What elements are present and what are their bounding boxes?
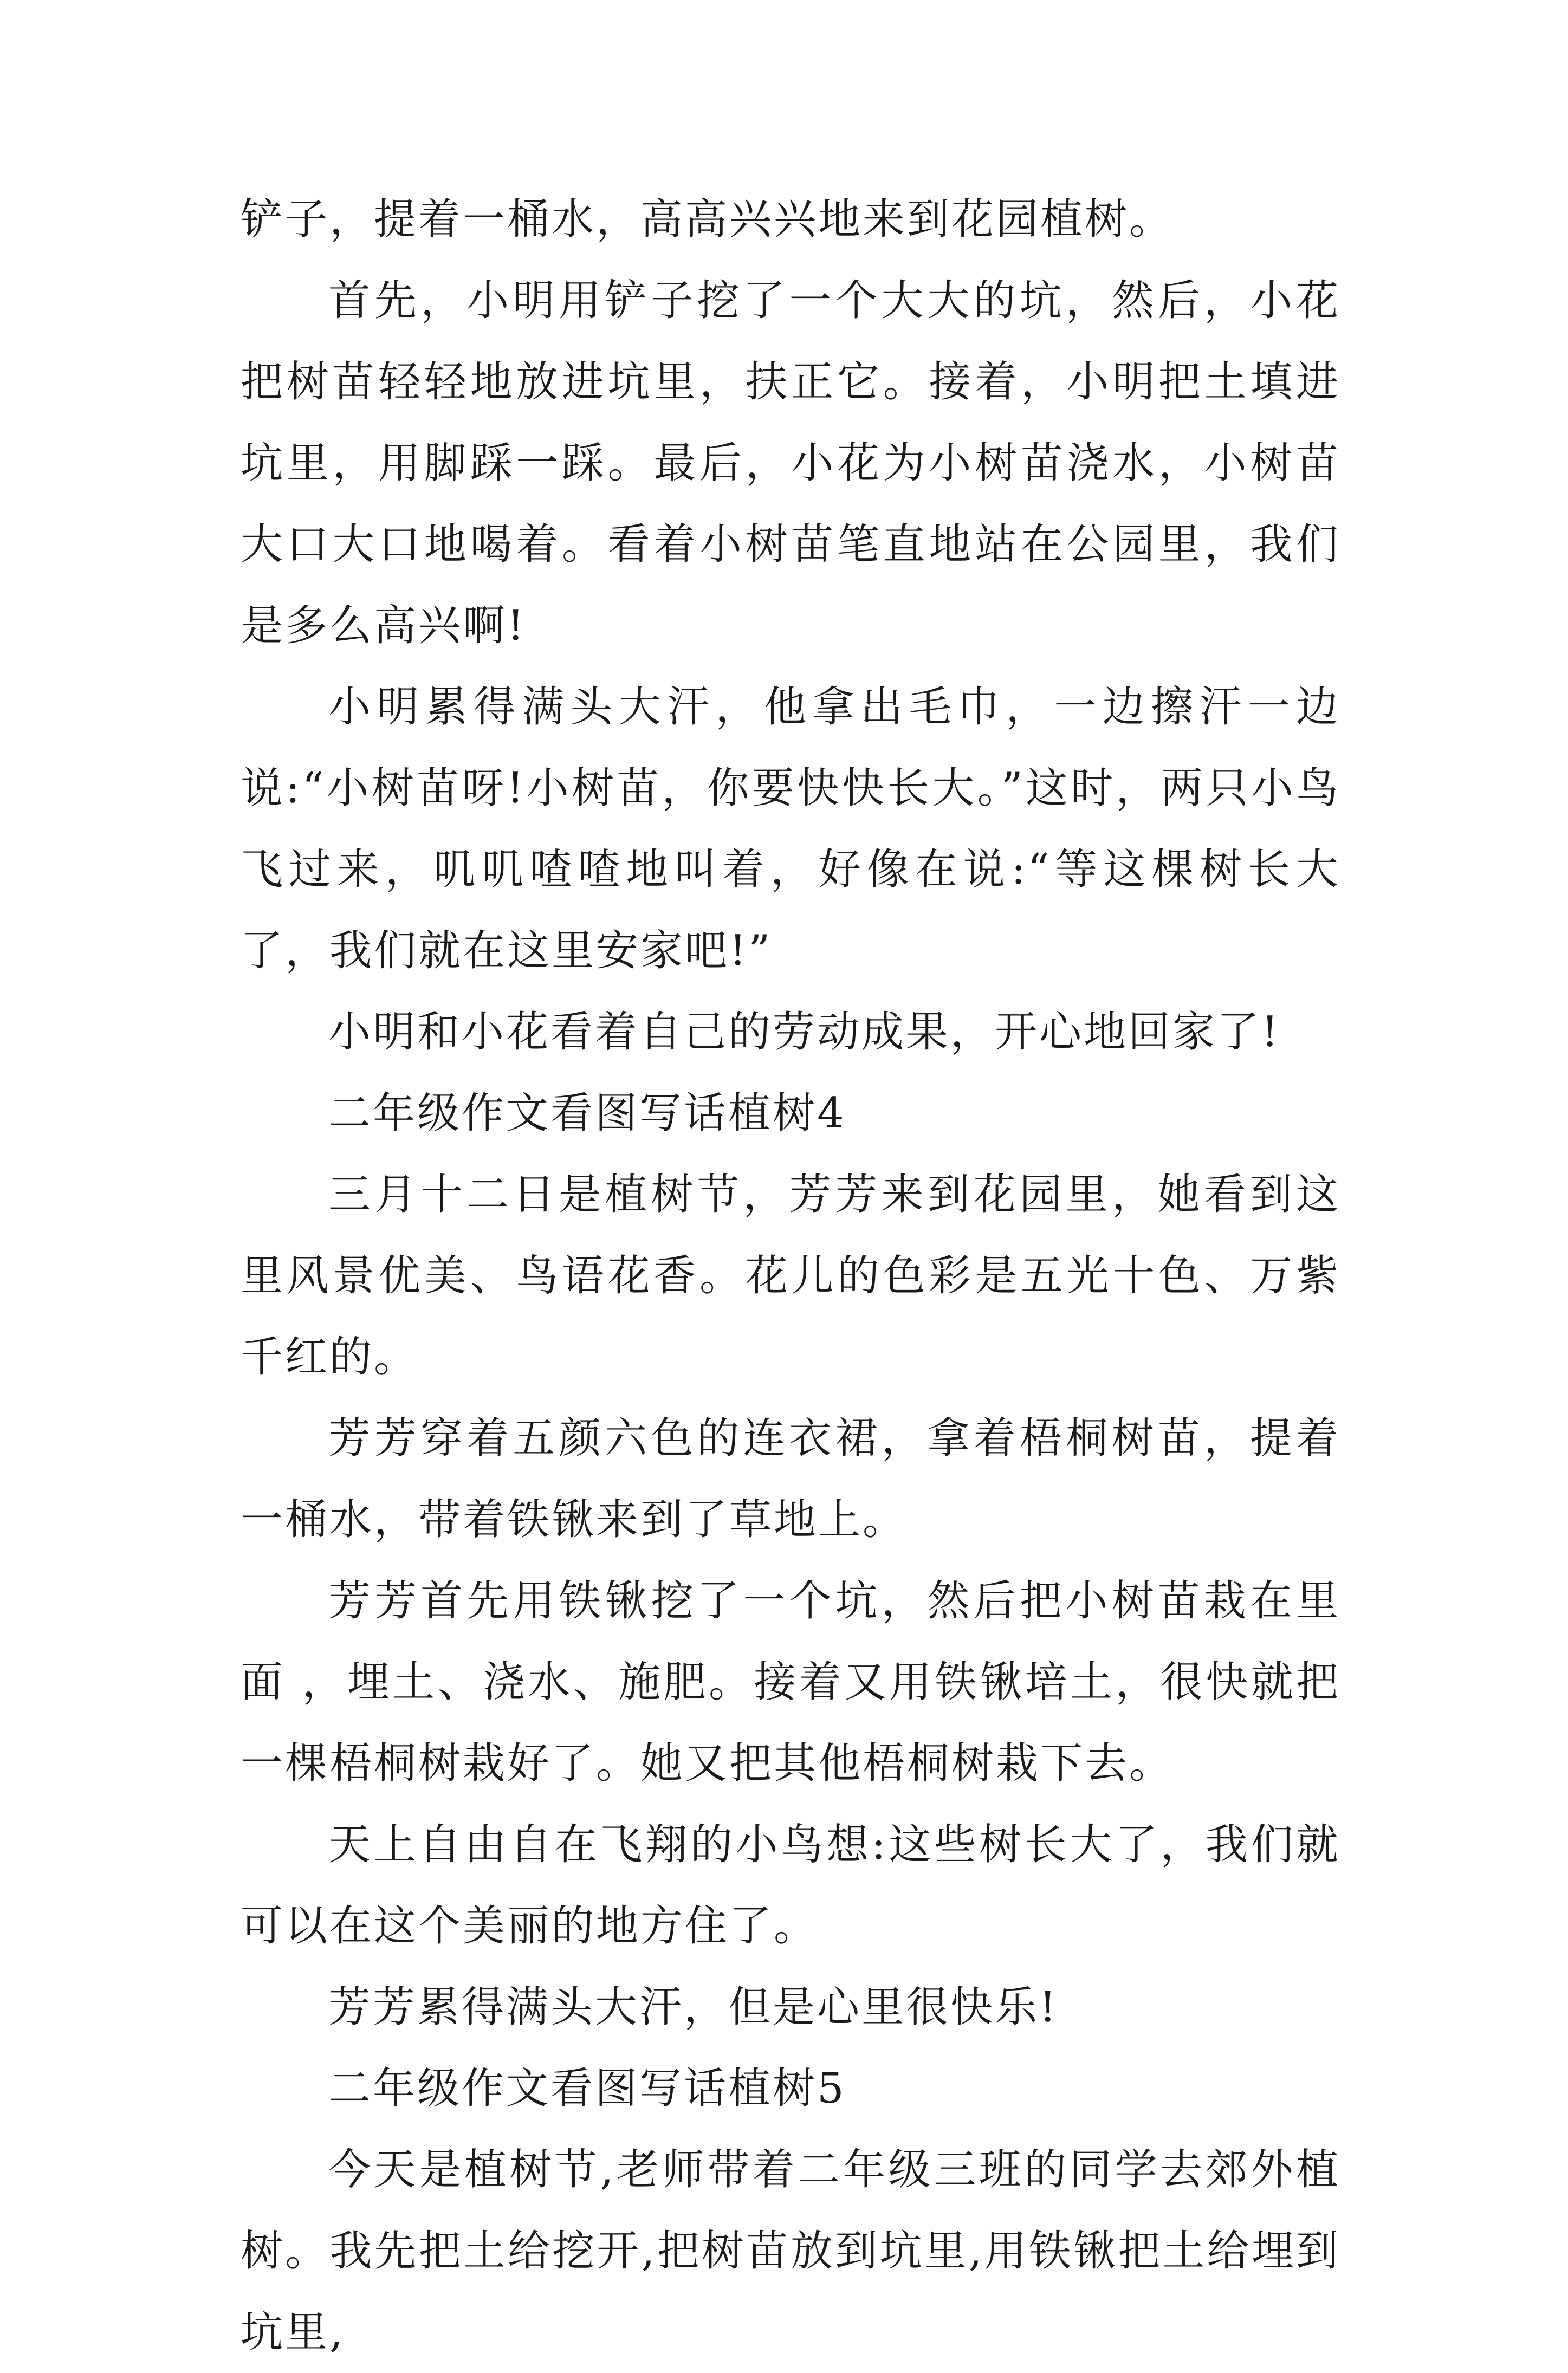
paragraph: 今天是植树节,老师带着二年级三班的同学去郊外植树。我先把土给挖开,把树苗放到坑里,用铁锹把土给埋到坑里, [241, 2145, 1340, 2357]
paragraph: 芳芳首先用铁锹挖了一个坑，然后把小树苗栽在里面 ，埋土、浇水、施肥。接着又用铁锹培土，很快就把一棵梧桐树栽好了。她又把其他梧桐树栽下去。 [241, 1577, 1340, 1788]
paragraph: 芳芳穿着五颜六色的连衣裙，拿着梧桐树苗，提着一桶水，带着铁锹来到了草地上。 [241, 1414, 1340, 1544]
paragraph: 小明和小花看着自己的劳动成果，开心地回家了! [328, 1008, 1281, 1056]
section-heading: 二年级作文看图写话植树4 [328, 1089, 846, 1138]
paragraph-continued: 铲子，提着一桶水，高高兴兴地来到花园植树。 [241, 195, 1174, 244]
paragraph: 首先，小明用铲子挖了一个大大的坑，然后，小花把树苗轻轻地放进坑里，扶正它。接着，小明把土填进坑里，用脚踩一踩。最后，小花为小树苗浇水，小树苗大口大口地喝着。看着小树苗笔直地站在公园里，我们是多么高兴啊! [241, 276, 1340, 650]
document-body [241, 179, 1340, 2373]
paragraph: 天上自由自在飞翔的小鸟想:这些树长大了，我们就可以在这个美丽的地方住了。 [241, 1820, 1340, 1950]
section-heading: 二年级作文看图写话植树5 [328, 2064, 846, 2113]
paragraph: 三月十二日是植树节，芳芳来到花园里，她看到这里风景优美、鸟语花香。花儿的色彩是五光十色、万紫千红的。 [241, 1170, 1340, 1382]
paragraph: 小明累得满头大汗，他拿出毛巾，一边擦汗一边说:“小树苗呀!小树苗，你要快快长大。”这时，两只小鸟飞过来，叽叽喳喳地叫着，好像在说:“等这棵树长大了，我们就在这里安家吧!” [241, 683, 1340, 975]
paragraph: 芳芳累得满头大汗，但是心里很快乐! [328, 1983, 1059, 2032]
